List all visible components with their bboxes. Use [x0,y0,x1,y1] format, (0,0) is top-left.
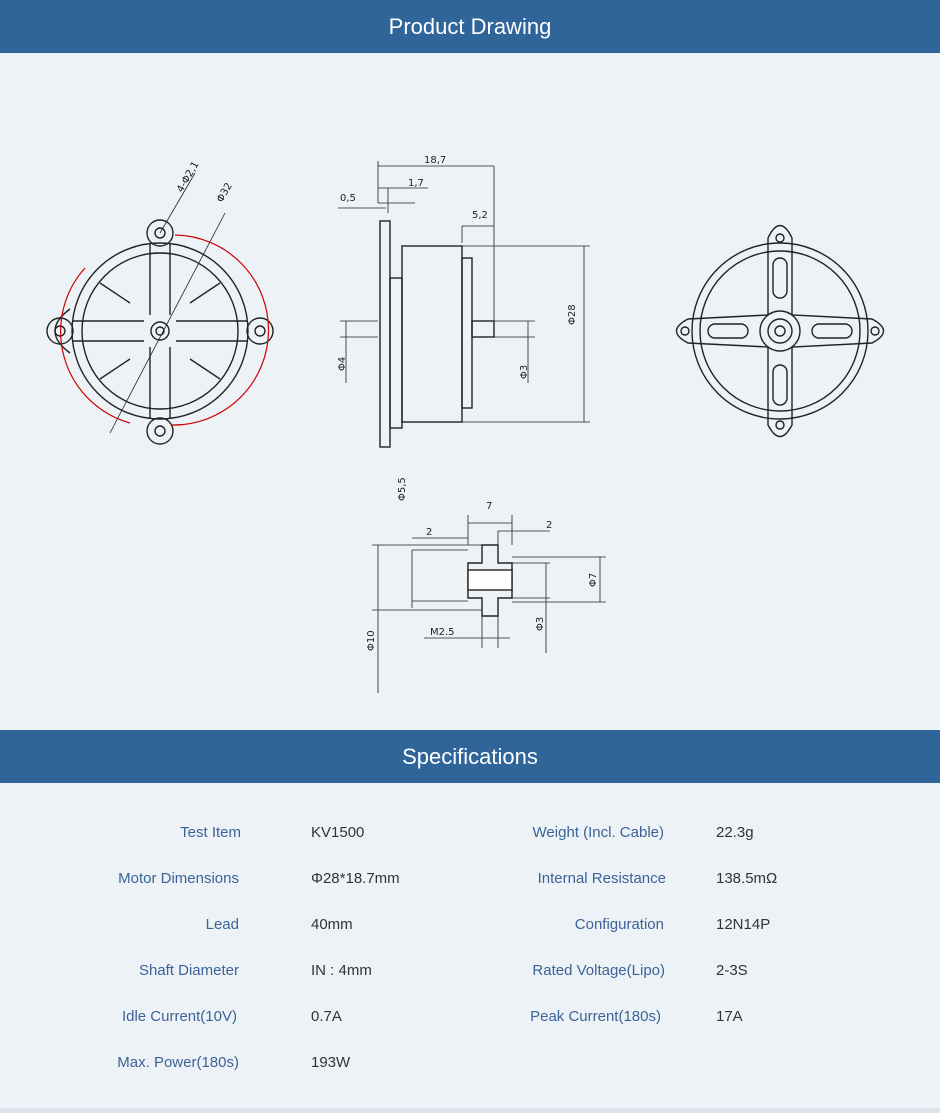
spec-value: 2-3S [716,962,748,979]
spec-label: Shaft Diameter [138,962,239,979]
dim-side-dia4: Φ4 [337,356,348,371]
spec-label: Weight (Incl. Cable) [532,824,664,841]
specifications-header [0,730,940,783]
spec-value: 12N14P [716,916,771,933]
dim-adapter-7: 7 [486,501,493,512]
section-title: Specifications [402,743,538,769]
spec-label: Test Item [180,824,241,841]
dim-front-dia: Φ32 [215,181,235,205]
section-title: Product Drawing [388,13,552,39]
dim-side-dia28: Φ28 [567,304,578,325]
product-drawing [0,53,940,730]
dim-adapter-dia3: Φ3 [535,616,546,631]
spec-value: 22.3g [716,824,754,841]
spec-value: 17A [716,1008,743,1025]
spec-value: 193W [311,1054,351,1071]
dim-adapter-2a: 2 [426,527,433,538]
prop-adapter-view [366,477,606,693]
spec-label: Internal Resistance [537,870,666,887]
back-view [677,226,884,437]
spec-value: KV1500 [311,824,365,841]
spec-label: Max. Power(180s) [117,1054,239,1071]
side-view [337,155,590,447]
spec-label: Peak Current(180s) [530,1008,661,1025]
dim-adapter-dia10: Φ10 [366,630,377,651]
dim-adapter-2b: 2 [546,520,553,531]
dim-adapter-m2-5: M2.5 [430,627,455,638]
spec-value: 40mm [311,916,353,933]
dim-adapter-dia7: Φ7 [588,572,599,587]
spec-value: Φ28*18.7mm [311,870,400,887]
dim-front-holes: 4-Φ2,1 [175,159,202,195]
dim-side-5-2: 5,2 [472,210,488,221]
product-drawing-header [0,0,940,53]
dim-side-0-5: 0,5 [340,193,356,204]
dim-side-1-7: 1,7 [408,178,424,189]
dim-adapter-dia5-5: Φ5,5 [397,477,408,501]
spec-label: Idle Current(10V) [121,1008,237,1025]
spec-value: IN : 4mm [311,962,372,979]
spec-label: Motor Dimensions [118,870,239,887]
front-view [47,160,273,444]
dim-side-length: 18,7 [424,155,447,166]
spec-label: Configuration [574,916,664,933]
spec-label: Rated Voltage(Lipo) [532,962,665,979]
spec-label: Lead [205,916,239,933]
divider [0,1108,940,1113]
dim-side-dia3: Φ3 [519,364,530,379]
spec-value: 0.7A [311,1008,342,1025]
spec-value: 138.5mΩ [716,870,778,887]
